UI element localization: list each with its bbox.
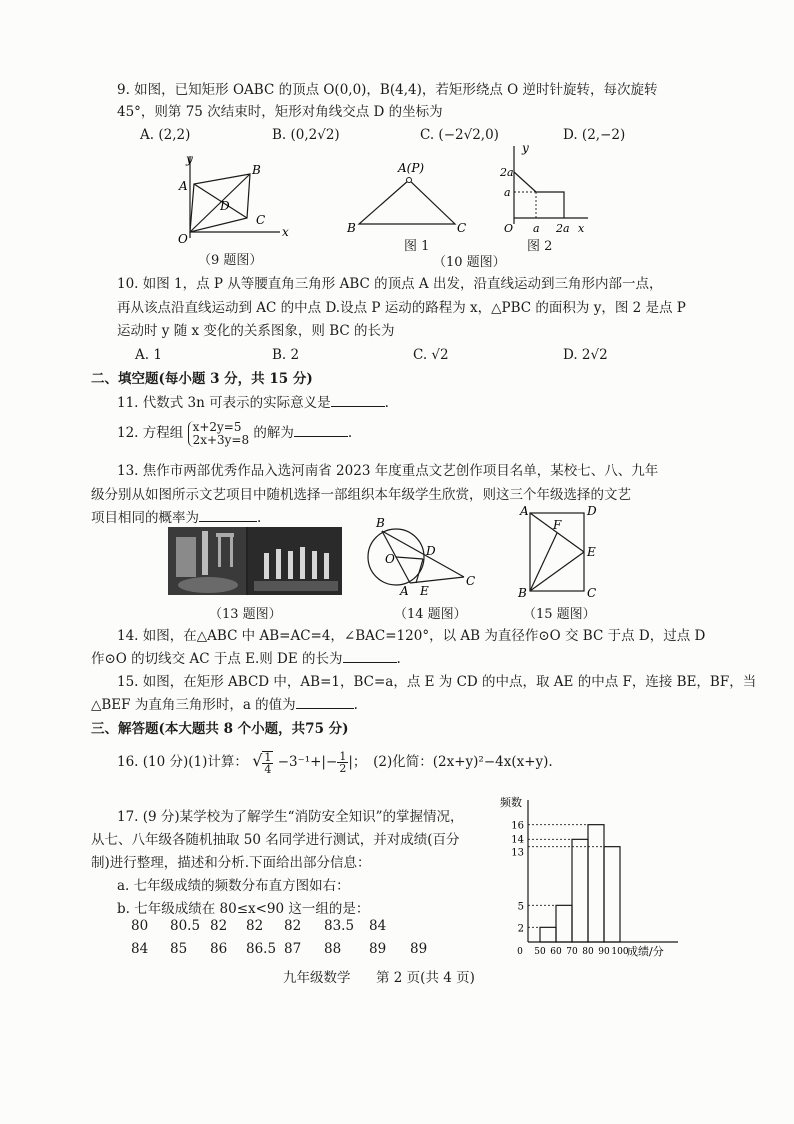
q16-pre: 16. (10 分)(1)计算： — [117, 754, 248, 770]
q17-value-cell: 83.5 — [324, 918, 355, 934]
q15-label-b: B — [518, 586, 527, 599]
histogram-xlabel: 成绩/分 — [627, 945, 664, 958]
histogram-y-tick: 5 — [517, 901, 524, 913]
q9-label-y: y — [186, 152, 193, 166]
q10-fig2-caption: 图 2 — [527, 239, 553, 254]
q9-label-a: A — [179, 179, 188, 193]
q16-frac1-num: 1 — [264, 750, 272, 764]
q10-fig2-label-2a-y: 2a — [500, 166, 514, 179]
section2-heading: 二、填空题(每小题 3 分，共 15 分) — [91, 371, 313, 387]
q15-caption: （15 题图） — [523, 607, 596, 622]
q13-stem-line1: 13. 焦作市两部优秀作品入选河南省 2023 年度重点文艺创作项目名单，某校七、八、九年 — [117, 463, 659, 479]
q17-value-cell: 86 — [210, 941, 228, 957]
q17-value-cell: 85 — [170, 941, 188, 957]
q14-caption: （14 题图） — [394, 607, 467, 622]
histogram-bar — [604, 847, 620, 942]
q16-post: |； (2)化简：(2x+y)²−4x(x+y). — [348, 754, 553, 770]
q17-item-b: b. 七年级成绩在 80≤x<90 这一组的是： — [117, 901, 370, 917]
q17-value-cell: 87 — [284, 941, 302, 957]
q13-stem-line2: 级分别从如图所示文艺项目中随机选择一部组织本年级学生欣赏，则这三个年级选择的文艺 — [91, 487, 631, 503]
q16-frac1 — [262, 751, 273, 775]
q10-label-c: C — [457, 221, 467, 235]
q17-value-cell: 82 — [210, 918, 228, 934]
q10-stem-line1: 10. 如图 1，点 P 从等腰直角三角形 ABC 的顶点 A 出发，沿直线运动到三角形内部一点， — [117, 276, 663, 292]
q12-blank — [294, 436, 348, 437]
q10-option-c: C. √2 — [413, 347, 449, 363]
q14-label-b: B — [376, 516, 385, 530]
q15-label-e: E — [587, 545, 596, 559]
q10-option-d: D. 2√2 — [563, 347, 608, 363]
histogram-x-tick: 80 — [582, 947, 594, 957]
q9-option-d: D. (2,−2) — [563, 127, 626, 143]
q14-label-a: A — [400, 584, 409, 598]
q11-text: 11. 代数式 3n 可表示的实际意义是 . — [117, 395, 389, 411]
histogram-y-tick: 16 — [511, 820, 524, 832]
q17-value-cell: 82 — [246, 918, 264, 934]
q15-label-d: D — [587, 504, 597, 518]
q10-label-ap: A(P) — [398, 161, 425, 175]
q9-label-x: x — [282, 225, 289, 239]
q10-stem-line3: 运动时 y 随 x 变化的关系图象，则 BC 的长为 — [117, 323, 395, 339]
q17-value-cell: 82 — [284, 918, 302, 934]
section3-heading: 三、解答题(本大题共 8 个小题，共75 分) — [91, 721, 349, 737]
q10-caption: （10 题图） — [433, 255, 506, 270]
q15-stem2-text: △BEF 为直角三角形时，a 的值为 — [91, 697, 296, 713]
q15-stem-line2: △BEF 为直角三角形时，a 的值为 . — [91, 697, 358, 713]
q9-figure — [170, 150, 290, 245]
q16-mid: −3⁻¹+|− — [277, 754, 338, 770]
q9-stem-line2: 45°，则第 75 次结束时，矩形对角线交点 D 的坐标为 — [117, 104, 443, 120]
q16-frac2-den: 2 — [339, 762, 347, 775]
histogram-bar — [572, 839, 588, 942]
q9-option-c: C. (−2√2,0) — [420, 127, 499, 143]
q13-stem-line3: 项目相同的概率为 . — [91, 510, 262, 526]
q10-fig2-label-a-y: a — [504, 186, 511, 199]
q15-blank — [296, 708, 354, 709]
q9-label-o: O — [178, 232, 188, 245]
q17-value-cell: 86.5 — [246, 941, 277, 957]
q17-value-cell: 89 — [369, 941, 387, 957]
histogram-y-tick: 14 — [511, 834, 524, 846]
q17-stem-line1: 17. (9 分)某学校为了解学生“消防安全知识”的掌握情况， — [117, 809, 464, 825]
q10-fig2-label-y: y — [522, 141, 529, 155]
q13-blank — [199, 521, 257, 522]
footer-page: 第 2 页(共 4 页) — [376, 970, 475, 986]
q10-fig2-label-x: x — [578, 222, 585, 235]
q16-frac2 — [337, 751, 348, 774]
q10-option-b: B. 2 — [272, 347, 300, 363]
histogram-ylabel: 频数 — [500, 796, 522, 809]
q17-value-cell: 88 — [324, 941, 342, 957]
q13-photo — [168, 527, 342, 595]
q13-photo-art — [168, 527, 342, 595]
histogram-x-tick: 50 — [534, 947, 546, 957]
q10-option-a: A. 1 — [135, 347, 162, 363]
q17-value-cell: 84 — [369, 918, 387, 934]
histogram-x-tick: 100 — [611, 947, 629, 957]
q15-label-c: C — [587, 586, 597, 599]
histogram-x-tick: 0 — [517, 947, 523, 957]
histogram-x-tick: 70 — [566, 947, 578, 957]
histogram-bar — [540, 927, 556, 942]
q14-label-d: D — [426, 544, 436, 558]
q9-label-b: B — [252, 163, 261, 177]
q14-figure — [360, 515, 480, 599]
q12-post: 的解为 — [253, 425, 294, 441]
q14-stem-line2: 作⊙O 的切线交 AC 于点 E.则 DE 的长为 . — [91, 651, 401, 667]
q17-stem-line3: 制)进行整理，描述和分析.下面给出部分信息： — [91, 855, 371, 871]
q9-label-d: D — [220, 199, 230, 213]
q10-fig2-label-o: O — [504, 222, 514, 235]
q12-equation-system — [188, 421, 250, 447]
histogram-bar — [588, 825, 604, 942]
q10-stem-line2: 再从该点沿直线运动到 AC 的中点 D.设点 P 运动的路程为 x，△PBC 的面积为 y，图 2 是点 P — [117, 300, 686, 316]
q10-label-b: B — [347, 221, 356, 235]
q17-value-cell: 80.5 — [170, 918, 201, 934]
q14-label-c: C — [466, 574, 476, 588]
q13-caption: （13 题图） — [209, 607, 282, 622]
q12-pre: 12. 方程组 — [117, 425, 184, 441]
histogram-y-tick: 2 — [517, 923, 524, 935]
q10-figure2 — [496, 140, 596, 235]
q9-label-c: C — [256, 213, 266, 227]
q17-value-cell: 84 — [131, 941, 149, 957]
q15-figure — [514, 503, 608, 599]
q15-stem-line1: 15. 如图，在矩形 ABCD 中，AB=1，BC=a，点 E 为 CD 的中点，取 AE 的中点 F，连接 BE，BF，当 — [117, 674, 757, 690]
q12-text: 12. 方程组 x+2y=5 2x+3y=8 的解为 . — [117, 419, 353, 447]
histogram-y-tick: 13 — [511, 847, 524, 859]
q10-fig2-label-2a-x: 2a — [556, 222, 570, 235]
q11-blank — [331, 406, 385, 407]
footer-subject: 九年级数学 — [283, 970, 351, 986]
q17-histogram — [488, 790, 688, 970]
q17-stem-line2: 从七、八年级各随机抽取 50 名同学进行测试，并对成绩(百分 — [91, 832, 460, 848]
q11-stem: 11. 代数式 3n 可表示的实际意义是 — [117, 395, 331, 411]
q9-option-a: A. (2,2) — [140, 127, 191, 143]
histogram-x-tick: 60 — [550, 947, 562, 957]
q15-label-f: F — [553, 518, 562, 532]
q17-item-a: a. 七年级成绩的频数分布直方图如右： — [117, 878, 350, 894]
q14-label-o: O — [385, 552, 395, 566]
q14-label-e: E — [420, 584, 429, 598]
q16-frac2-num: 1 — [339, 750, 347, 763]
q12-eq1: x+2y=5 — [192, 419, 242, 434]
histogram-x-tick: 90 — [598, 947, 610, 957]
q15-label-a: A — [520, 504, 529, 518]
q17-value-cell: 89 — [410, 941, 428, 957]
q10-figure1 — [343, 158, 473, 238]
q13-stem3-text: 项目相同的概率为 — [91, 510, 199, 526]
sqrt-symbol: √ — [252, 751, 263, 770]
q16-frac1-den: 4 — [264, 762, 272, 776]
q14-blank — [343, 662, 397, 663]
q16-text — [117, 746, 553, 777]
q17-value-cell: 80 — [131, 918, 149, 934]
q9-option-b: B. (0,2√2) — [272, 127, 340, 143]
q12-eq2: 2x+3y=8 — [192, 432, 250, 447]
q10-fig1-caption: 图 1 — [404, 239, 430, 254]
q10-fig2-label-a-x: a — [533, 222, 540, 235]
q14-stem2-text: 作⊙O 的切线交 AC 于点 E.则 DE 的长为 — [91, 651, 343, 667]
histogram-bar — [556, 905, 572, 942]
q9-caption: （9 题图） — [198, 253, 263, 268]
q14-stem-line1: 14. 如图，在△ABC 中 AB=AC=4，∠BAC=120°，以 AB 为直径作⊙O 交 BC 于点 D，过点 D — [117, 628, 706, 644]
q9-stem-line1: 9. 如图，已知矩形 OABC 的顶点 O(0,0)，B(4,4)，若矩形绕点 O 逆时针旋转，每次旋转 — [117, 82, 658, 98]
